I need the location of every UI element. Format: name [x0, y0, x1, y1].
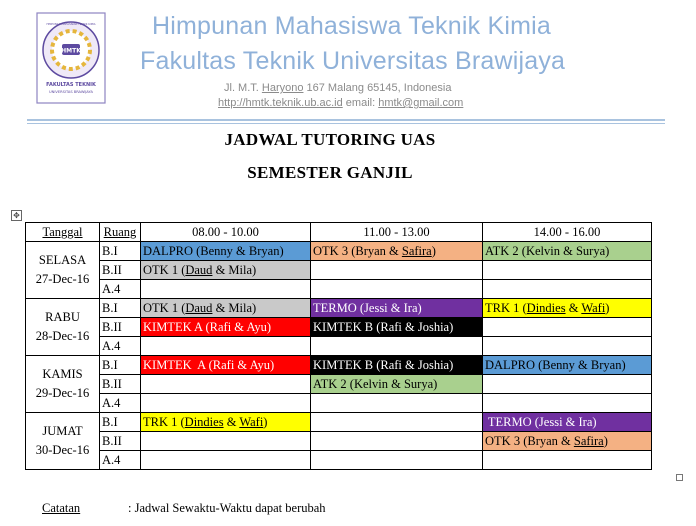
- table-header-row: [26, 223, 652, 242]
- session-text: ATK 2 (Kelvin & Surya): [485, 243, 610, 258]
- header-divider: [27, 119, 665, 121]
- email-link[interactable]: hmtk@gmail.com: [378, 97, 464, 109]
- room-cell: A.4: [100, 451, 141, 470]
- session-name-underlined: Daud: [185, 262, 213, 277]
- document-title: JADWAL TUTORING UAS: [224, 130, 436, 149]
- table-row: [26, 299, 652, 318]
- session-name-underlined: Wafi: [581, 300, 606, 315]
- room-cell: A.4: [100, 337, 141, 356]
- session-text: OTK 3 (Bryan &: [313, 243, 402, 258]
- room-cell: B.I: [100, 413, 141, 432]
- session-cell-slot-1: [141, 375, 311, 394]
- day-name: RABU: [45, 310, 80, 324]
- day-cell: [26, 413, 100, 470]
- header-date: Tanggal: [26, 223, 100, 242]
- svg-text:FAKULTAS TEKNIK: FAKULTAS TEKNIK: [46, 82, 96, 88]
- session-cell-slot-1: [141, 261, 311, 280]
- svg-text:HMTK: HMTK: [61, 47, 81, 55]
- session-cell-slot-3: [483, 451, 652, 470]
- header-room: Ruang: [100, 223, 141, 242]
- session-cell-slot-2: [311, 261, 483, 280]
- room-cell: B.II: [100, 261, 141, 280]
- day-date: 30-Dec-16: [35, 443, 90, 457]
- session-cell-slot-2: [311, 432, 483, 451]
- address-suffix: 167 Malang 65145, Indonesia: [303, 82, 452, 94]
- session-cell-slot-3: [483, 356, 652, 375]
- session-text: ): [603, 433, 608, 448]
- website-link[interactable]: http://hmtk.teknik.ub.ac.id: [218, 97, 343, 109]
- session-text: KIMTEK A (Rafi & Ayu): [143, 357, 275, 372]
- room-cell: B.II: [100, 375, 141, 394]
- session-cell-slot-2: [311, 356, 483, 375]
- svg-text:HIMPUNAN MAHASISWA TEKNIK KIMI: HIMPUNAN MAHASISWA TEKNIK KIMIA: [46, 23, 96, 26]
- session-text: TERMO (Jessi & Ira): [485, 414, 597, 429]
- schedule-body: [26, 242, 652, 470]
- session-cell-slot-2: [311, 413, 483, 432]
- session-cell-slot-1: [141, 337, 311, 356]
- session-name-underlined: Dindies: [526, 300, 566, 315]
- table-row: [26, 242, 652, 261]
- session-cell-slot-2: [311, 337, 483, 356]
- day-name: SELASA: [38, 253, 87, 267]
- session-text: DALPRO (Benny & Bryan): [143, 243, 284, 258]
- session-text: OTK 1 (: [143, 300, 186, 315]
- session-cell-slot-2: [311, 242, 483, 261]
- room-cell: A.4: [100, 280, 141, 299]
- session-cell-slot-1: [141, 394, 311, 413]
- session-text: DALPRO (Benny & Bryan): [485, 357, 626, 372]
- session-cell-slot-2: [311, 280, 483, 299]
- session-cell-slot-1: [141, 280, 311, 299]
- session-text: TRK 1 (: [485, 300, 527, 315]
- session-cell-slot-3: [483, 299, 652, 318]
- day-date: 28-Dec-16: [35, 329, 90, 343]
- session-cell-slot-1: [141, 413, 311, 432]
- day-name: KAMIS: [42, 367, 83, 381]
- header-slot-2: 11.00 - 13.00: [311, 223, 483, 242]
- session-cell-slot-1: [141, 318, 311, 337]
- session-cell-slot-2: [311, 375, 483, 394]
- session-cell-slot-2: [311, 394, 483, 413]
- session-name-underlined: Safira: [401, 243, 432, 258]
- session-text: TERMO (Jessi & Ira): [313, 300, 422, 315]
- session-cell-slot-3: [483, 375, 652, 394]
- room-cell: B.II: [100, 318, 141, 337]
- session-cell-slot-1: [141, 356, 311, 375]
- address-prefix: Jl. M.T.: [224, 82, 262, 94]
- session-text: KIMTEK B (Rafi & Joshia): [313, 319, 454, 334]
- session-cell-slot-1: [141, 432, 311, 451]
- room-cell: B.II: [100, 432, 141, 451]
- session-cell-slot-1: [141, 299, 311, 318]
- session-text: &: [223, 414, 240, 429]
- move-handle-icon[interactable]: ✥: [11, 210, 22, 221]
- session-text: ATK 2 (Kelvin & Surya): [313, 376, 438, 391]
- session-text: & Mila): [212, 262, 257, 277]
- table-row: [26, 375, 652, 394]
- day-date: 29-Dec-16: [35, 386, 90, 400]
- room-cell: B.I: [100, 242, 141, 261]
- day-cell: [26, 356, 100, 413]
- header-slot-3: 14.00 - 16.00: [483, 223, 652, 242]
- session-cell-slot-3: [483, 280, 652, 299]
- table-row: [26, 318, 652, 337]
- session-cell-slot-3: [483, 242, 652, 261]
- table-row: [26, 261, 652, 280]
- session-text: ): [431, 243, 436, 258]
- table-row: [26, 413, 652, 432]
- svg-text:UNIVERSITAS BRAWIJAYA: UNIVERSITAS BRAWIJAYA: [49, 90, 93, 94]
- session-text: KIMTEK B (Rafi & Joshia): [313, 357, 454, 372]
- session-cell-slot-2: [311, 318, 483, 337]
- session-text: OTK 1 (: [143, 262, 186, 277]
- table-row: [26, 394, 652, 413]
- session-text: & Mila): [212, 300, 257, 315]
- table-row: [26, 337, 652, 356]
- email-label: email:: [345, 97, 376, 109]
- faculty-name: Fakultas Teknik Universitas Brawijaya: [140, 47, 566, 75]
- contact-line: [0, 97, 690, 109]
- session-cell-slot-2: [311, 299, 483, 318]
- session-text: TRK 1 (: [143, 414, 185, 429]
- note-label: Catatan: [42, 501, 81, 515]
- session-name-underlined: Wafi: [239, 414, 264, 429]
- session-cell-slot-1: [141, 242, 311, 261]
- address: [0, 82, 696, 94]
- org-name: Himpunan Mahasiswa Teknik Kimia: [152, 12, 551, 40]
- room-cell: B.I: [100, 356, 141, 375]
- note-text: : Jadwal Sewaktu-Waktu dapat berubah: [128, 501, 326, 515]
- table-row: [26, 356, 652, 375]
- session-text: KIMTEK A (Rafi & Ayu): [143, 319, 272, 334]
- header-slot-1: 08.00 - 10.00: [141, 223, 311, 242]
- session-cell-slot-3: [483, 432, 652, 451]
- session-text: &: [565, 300, 582, 315]
- session-text: OTK 3 (Bryan &: [485, 433, 574, 448]
- day-cell: [26, 299, 100, 356]
- schedule-table: [25, 222, 652, 470]
- session-text: ): [605, 300, 610, 315]
- session-cell-slot-3: [483, 337, 652, 356]
- session-cell-slot-1: [141, 451, 311, 470]
- room-cell: B.I: [100, 299, 141, 318]
- resize-handle-icon[interactable]: [676, 474, 683, 481]
- session-name-underlined: Safira: [573, 433, 604, 448]
- day-cell: [26, 242, 100, 299]
- session-cell-slot-2: [311, 451, 483, 470]
- session-cell-slot-3: [483, 261, 652, 280]
- day-date: 27-Dec-16: [35, 272, 90, 286]
- session-text: ): [263, 414, 268, 429]
- table-row: [26, 432, 652, 451]
- session-cell-slot-3: [483, 413, 652, 432]
- session-cell-slot-3: [483, 394, 652, 413]
- room-cell: A.4: [100, 394, 141, 413]
- session-name-underlined: Daud: [185, 300, 213, 315]
- session-name-underlined: Dindies: [184, 414, 224, 429]
- document-subtitle: SEMESTER GANJIL: [247, 163, 413, 182]
- session-cell-slot-3: [483, 318, 652, 337]
- table-row: [26, 280, 652, 299]
- header-divider-thin: [27, 123, 665, 124]
- table-row: [26, 451, 652, 470]
- address-street: Haryono: [261, 82, 304, 94]
- day-name: JUMAT: [42, 424, 83, 438]
